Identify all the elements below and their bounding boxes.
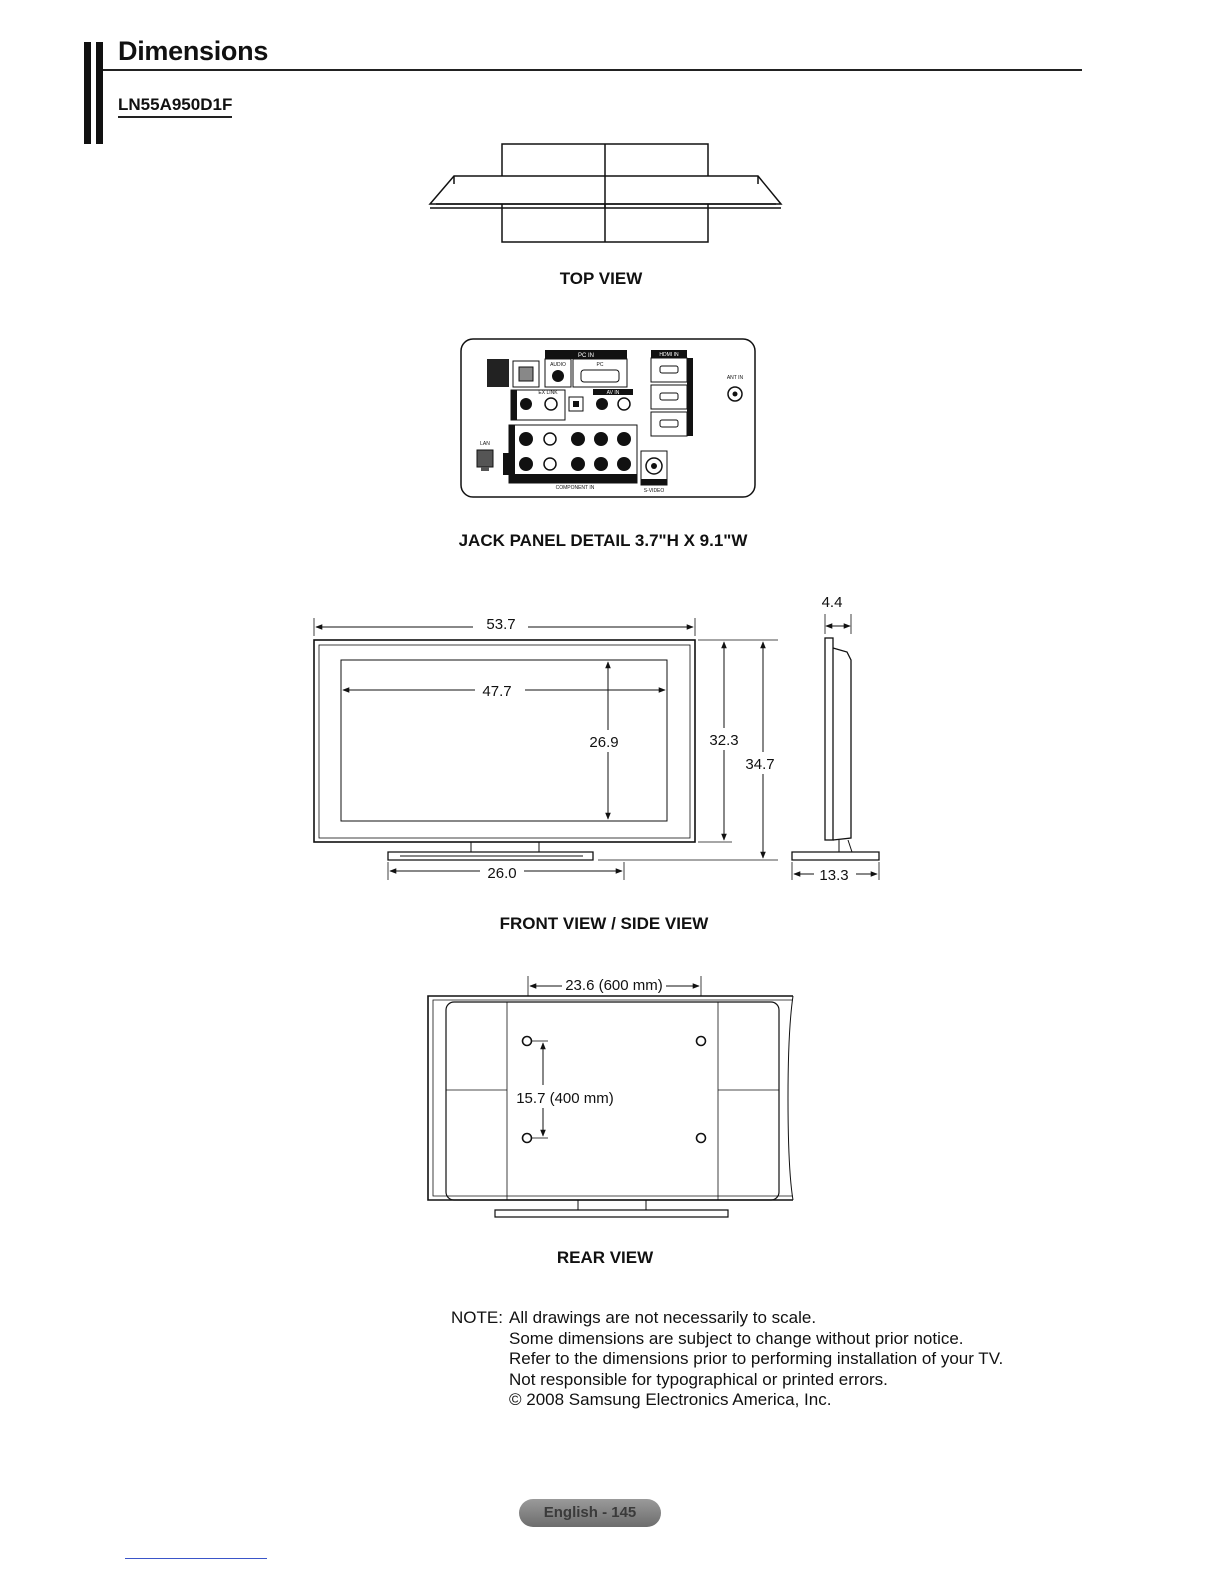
dim-width-label: 53.7 [486,616,516,633]
jack-panel-caption: JACK PANEL DETAIL 3.7"H X 9.1"W [458,531,748,550]
hdmi-in-label: HDMI IN [659,352,679,358]
page-number-badge: English - 145 [519,1499,661,1527]
dim-depth-label: 4.4 [821,594,843,611]
dim-height-no-stand-label: 32.3 [709,732,739,749]
ant-in-label: ANT IN [726,375,744,381]
hdmi-port-1-icon [660,366,678,373]
top-view-caption: TOP VIEW [559,269,643,288]
vesa-hole [697,1037,706,1046]
dim-vesa-horizontal-label: 23.6 (600 mm) [565,977,663,994]
tv-front-outline [314,640,695,842]
dim-screen-height-label: 26.9 [589,734,619,751]
pc-audio-jack [552,370,564,382]
note-block [451,1308,1003,1411]
dim-vesa-vertical-label: 15.7 (400 mm) [516,1090,614,1107]
dim-stand-width-label: 26.0 [487,865,517,882]
av-in-jack-l [596,398,608,410]
front-side-view-caption: FRONT VIEW / SIDE VIEW [499,914,709,933]
usb-port-icon [519,367,533,381]
note-line: Not responsible for typographical or printed errors. [509,1369,888,1389]
dim-stand-depth-label: 13.3 [819,867,849,884]
audio-r-jack [545,398,557,410]
vesa-hole [697,1134,706,1143]
front-side-view-drawing [300,590,900,890]
note-line: Refer to the dimensions prior to performing installation of your TV. [509,1349,1004,1368]
note-label: NOTE: [451,1308,503,1327]
jack-panel-drawing [455,335,765,505]
av-in-jack-r [618,398,630,410]
note-line: © 2008 Samsung Electronics America, Inc. [509,1390,832,1409]
lan-label: LAN [480,441,490,447]
s-video-label: S-VIDEO [643,488,665,494]
note-line: Some dimensions are subject to change without prior notice. [509,1328,964,1348]
pc-in-label: PC IN [577,353,595,359]
pc-label: PC [596,362,604,368]
page-title: Dimensions [118,36,269,66]
tv-side-outline [825,638,833,840]
vesa-hole [523,1134,532,1143]
note-line: All drawings are not necessarily to scale. [509,1308,817,1327]
tv-side-stand [792,852,879,860]
av-in-label: AV IN [606,390,620,396]
digital-audio-out-block [487,359,509,387]
lan-port-icon [477,450,493,467]
rear-view-drawing [420,970,805,1225]
audio-label: AUDIO [550,362,566,368]
hdmi-port-2-icon [660,393,678,400]
vesa-hole [523,1037,532,1046]
model-number: LN55A950D1F [118,95,232,118]
section-marker-bar [96,42,103,144]
section-marker-bar [84,42,91,144]
audio-l-jack [520,398,532,410]
rear-view-caption: REAR VIEW [556,1248,654,1267]
hdmi-port-3-icon [660,420,678,427]
vga-port-icon [581,370,619,382]
footer-underline [125,1558,267,1559]
rear-stand [495,1210,728,1217]
component-in-label: COMPONENT IN [555,485,595,491]
top-view-drawing [420,138,800,250]
title-rule [103,69,1082,71]
dim-height-with-stand-label: 34.7 [745,756,775,773]
component-jack [519,432,533,446]
ex-link-label: EX LINK [538,390,558,396]
dim-screen-width-label: 47.7 [482,683,512,700]
